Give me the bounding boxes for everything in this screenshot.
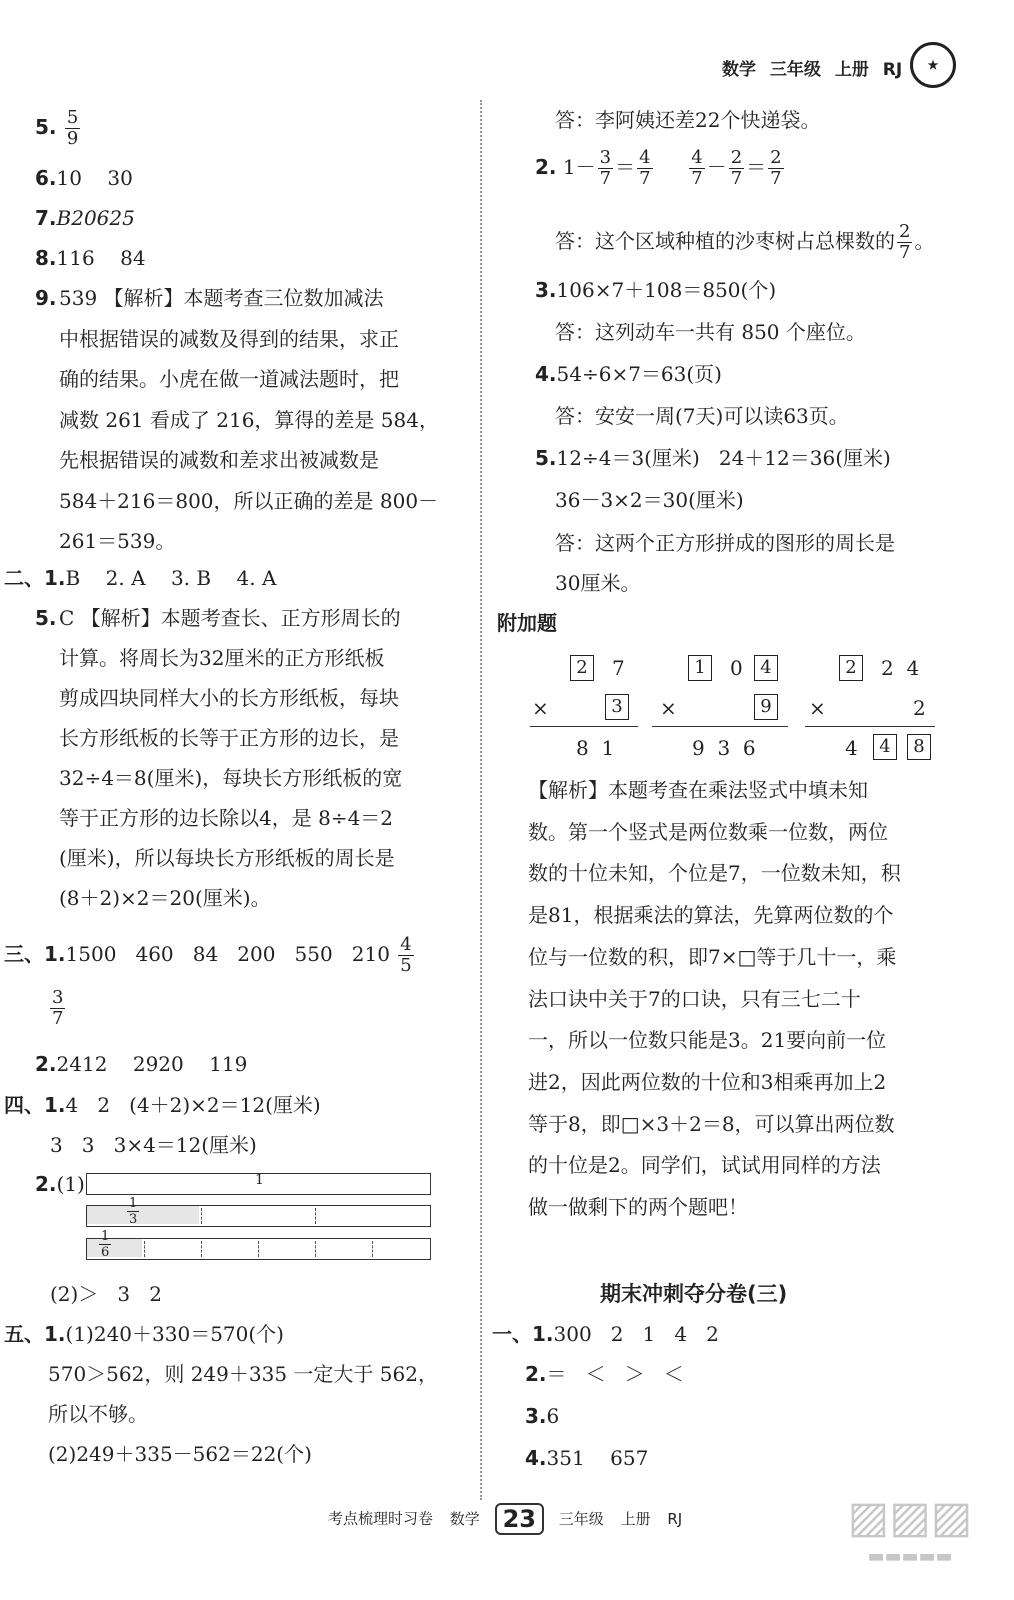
- answer-box: 4: [754, 655, 778, 681]
- divider-line: [201, 1208, 202, 1224]
- answer-box: 2: [839, 655, 863, 681]
- section-number: 三、1.: [4, 942, 66, 966]
- question-number: 2.: [35, 1052, 57, 1076]
- header-grade: 三年级: [769, 60, 821, 80]
- fraction: $\frac{4}{7}$: [639, 147, 651, 189]
- answer-box: 3: [605, 694, 629, 720]
- bar-fraction-label: $\frac{1}{6}$: [101, 1229, 110, 1260]
- page-number: 23: [495, 1503, 544, 1535]
- question-number: 3.: [535, 278, 557, 302]
- shaded-part: [87, 1206, 199, 1224]
- section-number: 四、1.: [4, 1093, 66, 1117]
- final-q4: 4.351 657: [525, 1446, 649, 1470]
- left-q8: [35, 246, 146, 270]
- question-number: 5.: [535, 446, 557, 470]
- right-q2-equation: 2. 1－ $\frac{3}{7}$ ＝ $\frac{4}{7}$ $\frac{4}{7}$ － $\frac{2}{7}$ ＝ $\frac{2}{7}$: [535, 147, 782, 189]
- puzzle-3: 2 2 4 × 2 4 4 8: [805, 650, 935, 760]
- fraction: $\frac{5}{9}$: [66, 107, 79, 149]
- right-q3: 3.106×7＋108＝850(个): [535, 278, 777, 302]
- left-sec4-q2: [35, 1172, 85, 1196]
- answer-text: (2)＞ 3 2: [50, 1282, 162, 1306]
- bar-fraction-label: $\frac{1}{3}$: [129, 1196, 138, 1227]
- footer-volume: 上册: [620, 1509, 651, 1528]
- rule-line: [530, 726, 638, 727]
- final-q3: 3.6: [525, 1404, 560, 1428]
- fraction: $\frac{4}{5}$: [400, 934, 412, 976]
- bar-sixths: [86, 1229, 431, 1260]
- left-section-4: [4, 1093, 321, 1117]
- answer-sentence: 答：安安一周(7天)可以读63页。: [555, 404, 849, 428]
- left-section-5: [4, 1322, 284, 1346]
- extra-title: 附加题: [497, 611, 557, 635]
- puzzle-1: 2 7 × 3 8 1: [530, 650, 638, 760]
- left-q6: [35, 166, 133, 190]
- bar-thirds: [86, 1196, 431, 1227]
- fraction: $\frac{2}{7}$: [770, 147, 782, 189]
- left-section-2: [4, 566, 276, 590]
- answer-box: 1: [688, 655, 712, 681]
- answer-box: 2: [570, 655, 594, 681]
- question-number: 4.: [535, 362, 557, 386]
- times-sign: ×: [809, 696, 826, 720]
- right-q4: 4.54÷6×7＝63(页): [535, 362, 722, 386]
- answer-text: 4 2 (4＋2)×2＝12(厘米): [65, 1093, 321, 1117]
- divider-line: [372, 1241, 373, 1257]
- divider-line: [258, 1241, 259, 1257]
- shaded-part: [87, 1239, 142, 1257]
- header: [722, 55, 902, 80]
- footer: [328, 1503, 682, 1535]
- left-sec3-frac2: [48, 988, 67, 1029]
- analysis-text: 【解析】本题考查在乘法竖式中填未知 数。第一个竖式是两位数乘一位数，两位 数的十位未知，个位是7，一位数未知，积 是81，根据乘法的算法，先算两位数的个 位与一位数的积，即7×□等于几十一，乘 法口诀中关于7的口诀，只有三七二十 一，所以一位数只能是3。21要向前一位 进2，因此两位数的十位和3相乘再加上2 等于8，即□×3＋2＝8，可以算出两位数 的十位是2。同学们，试试用同样的方法 做一做剩下的两个题吧！: [528, 778, 901, 1220]
- footer-subject: 数学: [449, 1509, 480, 1528]
- answer-text: 116 84: [56, 246, 146, 270]
- footer-grade: 三年级: [558, 1509, 604, 1528]
- left-section-3: [4, 935, 416, 976]
- question-number: 5.: [35, 115, 57, 139]
- divider-line: [201, 1241, 202, 1257]
- section-number: 二、1.: [4, 566, 66, 590]
- fraction: $\frac{4}{7}$: [691, 147, 703, 189]
- answer-box: 4: [873, 734, 897, 760]
- answer-text: 36－3×2＝30(厘米): [555, 488, 744, 512]
- answer-sentence: 30厘米。: [555, 571, 641, 595]
- times-sign: ×: [660, 696, 677, 720]
- answer-sentence: 答：这两个正方形拼成的图形的周长是: [555, 531, 895, 555]
- answer-box: 9: [754, 694, 778, 720]
- fraction: $\frac{3}{7}$: [52, 987, 64, 1029]
- footer-book: 考点梳理时习卷: [328, 1509, 434, 1528]
- header-edition: RJ: [882, 60, 903, 80]
- question-number: 7.: [35, 206, 57, 230]
- question-number: 9.: [35, 286, 57, 310]
- bar-label: 1: [255, 1172, 264, 1188]
- divider-line: [315, 1241, 316, 1257]
- section-title: 期末冲刺夺分卷(三): [600, 1282, 788, 1306]
- answer-text: 1500 460 84 200 550 210: [65, 942, 390, 966]
- right-q5: 5.12÷4＝3(厘米) 24＋12＝36(厘米): [535, 446, 891, 470]
- times-sign: ×: [532, 696, 549, 720]
- fraction: $\frac{2}{7}$: [730, 147, 743, 189]
- bar-whole: [86, 1173, 431, 1195]
- fraction: $\frac{3}{7}$: [599, 147, 612, 189]
- left-sec3-q2: [35, 1052, 247, 1076]
- answer-text: 3 3 3×4＝12(厘米): [50, 1133, 257, 1157]
- question-number: 2.: [535, 155, 557, 179]
- section-number: 五、1.: [4, 1322, 66, 1346]
- divider-line: [315, 1208, 316, 1224]
- q9-text: 539 【解析】本题考查三位数加减法 中根据错误的减数及得到的结果，求正 确的结果。小虎在做一道减法题时，把 减数 261 看成了 216，算得的差是 584， 先根据错误的减数和差求出被减数是 584＋216＝800，所以正确的差是 800－ 261＝539。: [59, 286, 439, 553]
- answer-sentence: 答：李阿姨还差22个快递袋。: [555, 108, 821, 132]
- rule-line: [805, 726, 935, 727]
- q5-explanation: C 【解析】本题考查长、正方形周长的 计算。将周长为32厘米的正方形纸板 剪成四块同样大小的长方形纸板，每块 长方形纸板的长等于正方形的边长，是 32÷4＝8(厘米)，每块长方形纸板的宽 等于正方形的边长除以4，是 8÷4＝2 (厘米)，所以每块长方形纸板的周长是 (8＋2)×2＝20(厘米)。: [59, 606, 403, 910]
- watermark-logo-icon: ▨▨▨ ▬▬▬▬▬: [847, 1492, 973, 1567]
- answer-text: 10 30: [56, 166, 133, 190]
- left-sec5-body: 570＞562，则 249＋335 一定大于 562， 所以不够。 (2)249＋335－562＝22(个): [48, 1362, 438, 1466]
- part-label: (1): [56, 1172, 85, 1196]
- header-subject: 数学: [722, 60, 756, 80]
- column-divider: [480, 100, 482, 1500]
- footer-edition: RJ: [667, 1509, 683, 1528]
- question-number: 2.: [35, 1172, 57, 1196]
- answer-text: (1)240＋330＝570(个): [65, 1322, 284, 1346]
- question-number: 8.: [35, 246, 57, 270]
- final-q2: 2.＝ ＜ ＞ ＜: [525, 1362, 684, 1386]
- answer-text: B20625: [56, 206, 135, 230]
- right-q2-answer: 答：这个区域种植的沙枣树占总棵数的 $\frac{2}{7}$ 。: [555, 221, 935, 263]
- puzzle-2: 1 0 4 × 9 9 3 6: [652, 650, 788, 760]
- answer-sentence: 答：这列动车一共有 850 个座位。: [555, 320, 866, 344]
- question-number: 5.: [35, 606, 57, 630]
- left-q5: [35, 108, 82, 149]
- rule-line: [652, 726, 788, 727]
- answer-text: B 2. A 3. B 4. A: [65, 566, 277, 590]
- question-number: 6.: [35, 166, 57, 190]
- final-q1: 一、1.300 2 1 4 2: [492, 1322, 719, 1346]
- brand-logo-icon: ★: [910, 42, 956, 88]
- left-q7: [35, 206, 135, 230]
- answer-box: 8: [907, 734, 931, 760]
- divider-line: [144, 1241, 145, 1257]
- header-volume: 上册: [834, 60, 869, 80]
- fraction: $\frac{2}{7}$: [899, 221, 911, 263]
- answer-text: 2412 2920 119: [56, 1052, 248, 1076]
